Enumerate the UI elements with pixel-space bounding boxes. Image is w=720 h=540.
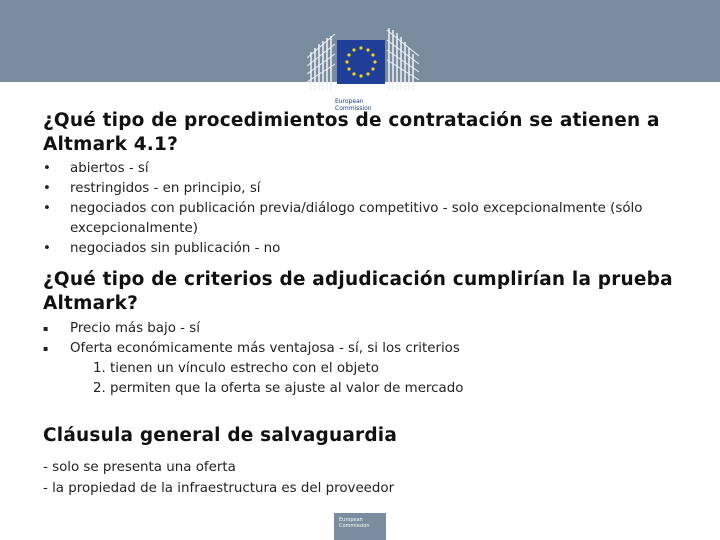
list-item-text: Precio más bajo - sí (70, 321, 200, 336)
list-item (43, 239, 683, 259)
section2-heading: ¿Qué tipo de criterios de adjudicación cumplirían la prueba Altmark? (43, 269, 673, 314)
section1-list (43, 159, 683, 259)
section1-heading: ¿Qué tipo de procedimientos de contratación se atienen a Altmark 4.1? (43, 110, 660, 155)
list-item-text: abiertos - sí (70, 161, 149, 176)
logo-text-line1: European (335, 98, 364, 105)
european-commission-logo (307, 14, 427, 119)
sublist-item: 1. tienen un vínculo estrecho con el objeto (93, 361, 379, 376)
sublist-item: 2. permiten que la oferta se ajuste al valor de mercado (93, 381, 464, 396)
footer-logo-text: European Commission (339, 517, 370, 529)
text-line: - solo se presenta una oferta (43, 460, 236, 475)
list-item (43, 199, 683, 239)
list-item (43, 339, 683, 359)
bullet-icon: ▪ (43, 344, 49, 353)
bullet-icon: • (43, 181, 51, 196)
section2-list (43, 319, 683, 359)
building-logo-icon (307, 22, 419, 96)
bullet-icon: • (43, 201, 51, 216)
footer-logo (334, 513, 386, 540)
bullet-icon: • (43, 241, 51, 256)
bullet-icon: ▪ (43, 324, 49, 333)
list-item (43, 319, 683, 339)
bullet-icon: • (43, 161, 51, 176)
list-item (43, 159, 683, 179)
list-item-text: restringidos - en principio, sí (70, 181, 261, 196)
section3-heading: Cláusula general de salvaguardia (43, 425, 398, 446)
list-item (43, 179, 683, 199)
logo-text-line2: Commission (335, 105, 372, 112)
section2-sublist (93, 359, 693, 399)
list-item-text: Oferta económicamente más ventajosa - sí, si los criterios (70, 341, 460, 356)
list-item-text: negociados con publicación previa/diálogo competitivo - solo excepcionalmente (sólo excepcionalmente) (70, 201, 643, 236)
section3-text (43, 457, 683, 499)
text-line: - la propiedad de la infraestructura es del proveedor (43, 481, 395, 496)
list-item-text: negociados sin publicación - no (70, 241, 281, 256)
